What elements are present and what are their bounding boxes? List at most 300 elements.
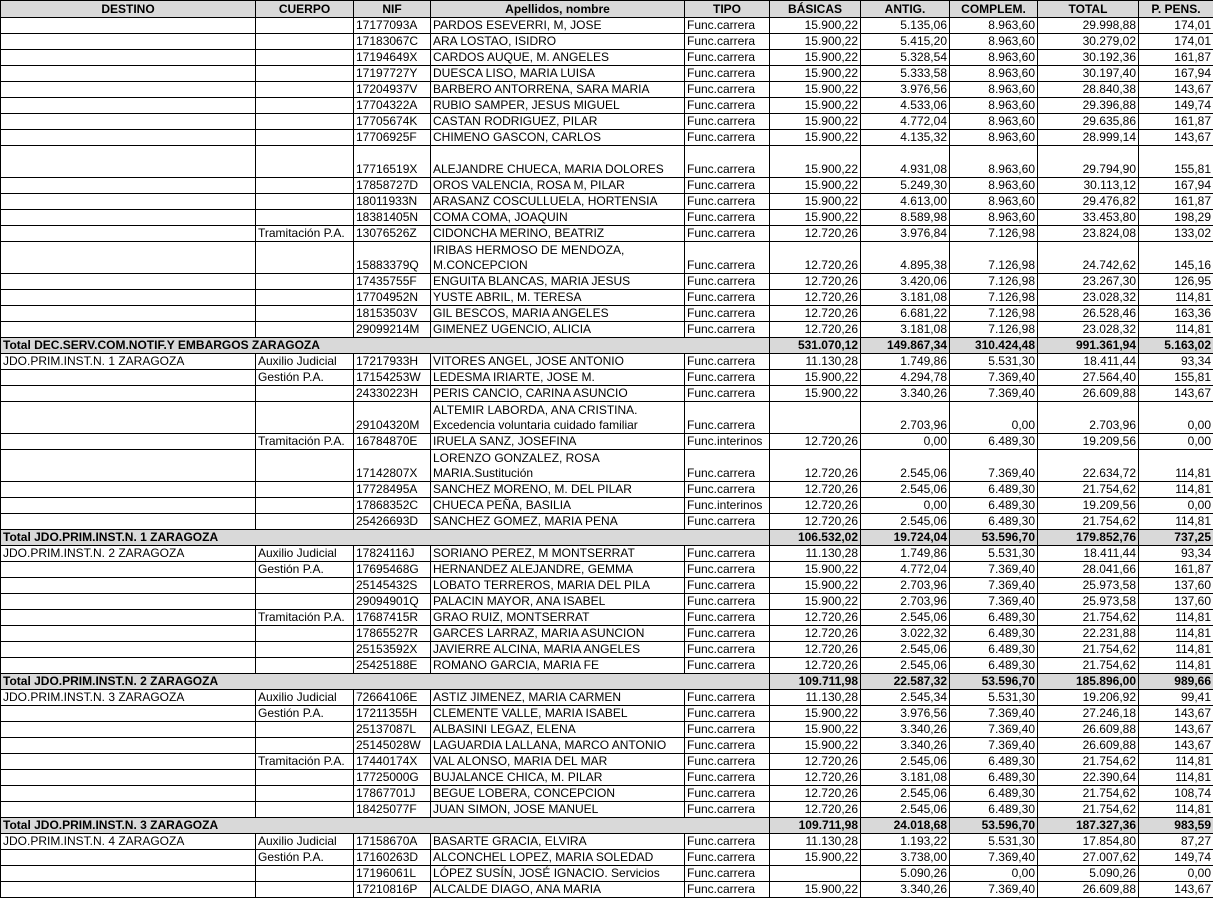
pens-cell: 0,00 bbox=[1139, 402, 1213, 434]
complem-cell: 6.489,30 bbox=[950, 610, 1038, 626]
col-header-cuerpo: CUERPO bbox=[256, 1, 354, 18]
tipo-cell: Func.carrera bbox=[685, 690, 770, 706]
basicas-cell: 12.720,26 bbox=[770, 514, 861, 530]
pens-cell: 167,94 bbox=[1139, 178, 1213, 194]
total-cell: 19.206,92 bbox=[1038, 690, 1139, 706]
table-row bbox=[1, 130, 1213, 146]
complem-cell: 6.489,30 bbox=[950, 482, 1038, 498]
basicas-cell: 12.720,26 bbox=[770, 274, 861, 290]
table-row bbox=[1, 786, 1213, 802]
antig-cell: 4.613,00 bbox=[861, 194, 950, 210]
basicas-cell: 109.711,98 bbox=[770, 674, 861, 690]
nif-cell: 17211355H bbox=[354, 706, 431, 722]
basicas-cell: 531.070,12 bbox=[770, 338, 861, 354]
tipo-cell: Func.carrera bbox=[685, 146, 770, 178]
basicas-cell: 12.720,26 bbox=[770, 770, 861, 786]
basicas-cell: 15.900,22 bbox=[770, 722, 861, 738]
tipo-cell: Func.carrera bbox=[685, 226, 770, 242]
tipo-cell: Func.carrera bbox=[685, 722, 770, 738]
antig-cell: 2.545,06 bbox=[861, 786, 950, 802]
pens-cell: 114,81 bbox=[1139, 770, 1213, 786]
complem-cell: 5.531,30 bbox=[950, 546, 1038, 562]
destino-cell bbox=[1, 482, 256, 498]
nif-cell: 17158670A bbox=[354, 834, 431, 850]
pens-cell: 737,25 bbox=[1139, 530, 1213, 546]
tipo-cell: Func.interinos bbox=[685, 498, 770, 514]
name-cell: GARCES LARRAZ, MARIA ASUNCION bbox=[431, 626, 685, 642]
destino-cell bbox=[1, 642, 256, 658]
complem-cell: 8.963,60 bbox=[950, 50, 1038, 66]
tipo-cell: Func.carrera bbox=[685, 834, 770, 850]
total-cell: 17.854,80 bbox=[1038, 834, 1139, 850]
antig-cell: 2.545,06 bbox=[861, 482, 950, 498]
cuerpo-cell bbox=[256, 722, 354, 738]
table-row bbox=[1, 434, 1213, 450]
complem-cell: 6.489,30 bbox=[950, 514, 1038, 530]
table-row bbox=[1, 498, 1213, 514]
antig-cell: 2.545,06 bbox=[861, 610, 950, 626]
cuerpo-cell bbox=[256, 658, 354, 674]
complem-cell: 7.126,98 bbox=[950, 290, 1038, 306]
total-label: Total JDO.PRIM.INST.N. 1 ZARAGOZA bbox=[1, 530, 770, 546]
complem-cell: 8.963,60 bbox=[950, 194, 1038, 210]
name-cell: ARASANZ COSCULLUELA, HORTENSIA bbox=[431, 194, 685, 210]
basicas-cell: 15.900,22 bbox=[770, 82, 861, 98]
cuerpo-cell bbox=[256, 146, 354, 178]
total-row bbox=[1, 530, 1213, 546]
col-header-basicas: BÁSICAS bbox=[770, 1, 861, 18]
pens-cell: 0,00 bbox=[1139, 498, 1213, 514]
nif-cell: 17865527R bbox=[354, 626, 431, 642]
pens-cell: 167,94 bbox=[1139, 66, 1213, 82]
nif-cell: 17177093A bbox=[354, 18, 431, 34]
pens-cell: 155,81 bbox=[1139, 370, 1213, 386]
tipo-cell: Func.carrera bbox=[685, 578, 770, 594]
table-row bbox=[1, 194, 1213, 210]
cuerpo-cell bbox=[256, 274, 354, 290]
antig-cell: 19.724,04 bbox=[861, 530, 950, 546]
name-cell: ALBASINI LEGAZ, ELENA bbox=[431, 722, 685, 738]
name-cell: LAGUARDIA LALLANA, MARCO ANTONIO bbox=[431, 738, 685, 754]
basicas-cell: 12.720,26 bbox=[770, 226, 861, 242]
pens-cell: 114,81 bbox=[1139, 802, 1213, 818]
name-cell: CLEMENTE VALLE, MARIA ISABEL bbox=[431, 706, 685, 722]
table-row bbox=[1, 594, 1213, 610]
total-cell: 21.754,62 bbox=[1038, 482, 1139, 498]
table-row bbox=[1, 562, 1213, 578]
basicas-cell: 12.720,26 bbox=[770, 498, 861, 514]
nif-cell: 29094901Q bbox=[354, 594, 431, 610]
cuerpo-cell bbox=[256, 386, 354, 402]
total-label: Total JDO.PRIM.INST.N. 3 ZARAGOZA bbox=[1, 818, 770, 834]
destino-cell bbox=[1, 754, 256, 770]
total-cell: 21.754,62 bbox=[1038, 658, 1139, 674]
complem-cell: 7.369,40 bbox=[950, 562, 1038, 578]
basicas-cell: 12.720,26 bbox=[770, 642, 861, 658]
antig-cell: 1.749,86 bbox=[861, 546, 950, 562]
tipo-cell: Func.carrera bbox=[685, 402, 770, 434]
tipo-cell: Func.carrera bbox=[685, 738, 770, 754]
basicas-cell: 11.130,28 bbox=[770, 834, 861, 850]
complem-cell: 6.489,30 bbox=[950, 642, 1038, 658]
table-row bbox=[1, 242, 1213, 274]
name-cell: OROS VALENCIA, ROSA M, PILAR bbox=[431, 178, 685, 194]
total-cell: 21.754,62 bbox=[1038, 610, 1139, 626]
complem-cell: 7.369,40 bbox=[950, 738, 1038, 754]
destino-cell bbox=[1, 194, 256, 210]
table-row bbox=[1, 354, 1213, 370]
pens-cell: 161,87 bbox=[1139, 50, 1213, 66]
destino-cell bbox=[1, 98, 256, 114]
total-cell: 29.476,82 bbox=[1038, 194, 1139, 210]
total-cell: 18.411,44 bbox=[1038, 354, 1139, 370]
tipo-cell: Func.carrera bbox=[685, 866, 770, 882]
tipo-cell: Func.carrera bbox=[685, 802, 770, 818]
antig-cell: 2.545,06 bbox=[861, 514, 950, 530]
basicas-cell: 12.720,26 bbox=[770, 610, 861, 626]
cuerpo-cell bbox=[256, 770, 354, 786]
table-row bbox=[1, 642, 1213, 658]
total-cell: 27.564,40 bbox=[1038, 370, 1139, 386]
antig-cell: 3.340,26 bbox=[861, 386, 950, 402]
name-cell: CIDONCHA MERINO, BEATRIZ bbox=[431, 226, 685, 242]
table-row bbox=[1, 770, 1213, 786]
basicas-cell: 12.720,26 bbox=[770, 802, 861, 818]
destino-cell: JDO.PRIM.INST.N. 2 ZARAGOZA bbox=[1, 546, 256, 562]
complem-cell: 6.489,30 bbox=[950, 754, 1038, 770]
table-row bbox=[1, 754, 1213, 770]
col-header-name: Apellidos, nombre bbox=[431, 1, 685, 18]
tipo-cell: Func.carrera bbox=[685, 546, 770, 562]
pens-cell: 163,36 bbox=[1139, 306, 1213, 322]
nif-cell: 17160263D bbox=[354, 850, 431, 866]
basicas-cell: 11.130,28 bbox=[770, 546, 861, 562]
basicas-cell bbox=[770, 866, 861, 882]
antig-cell: 2.703,96 bbox=[861, 402, 950, 434]
nif-cell: 24330223H bbox=[354, 386, 431, 402]
cuerpo-cell bbox=[256, 306, 354, 322]
tipo-cell: Func.carrera bbox=[685, 322, 770, 338]
complem-cell: 8.963,60 bbox=[950, 178, 1038, 194]
total-cell: 21.754,62 bbox=[1038, 754, 1139, 770]
pens-cell: 0,00 bbox=[1139, 434, 1213, 450]
total-cell: 28.840,38 bbox=[1038, 82, 1139, 98]
tipo-cell: Func.carrera bbox=[685, 786, 770, 802]
complem-cell: 53.596,70 bbox=[950, 818, 1038, 834]
complem-cell: 7.126,98 bbox=[950, 226, 1038, 242]
cuerpo-cell bbox=[256, 242, 354, 274]
nif-cell: 17154253W bbox=[354, 370, 431, 386]
complem-cell: 7.369,40 bbox=[950, 722, 1038, 738]
cuerpo-cell bbox=[256, 290, 354, 306]
antig-cell: 22.587,32 bbox=[861, 674, 950, 690]
basicas-cell: 12.720,26 bbox=[770, 322, 861, 338]
total-cell: 28.999,14 bbox=[1038, 130, 1139, 146]
complem-cell: 7.369,40 bbox=[950, 850, 1038, 866]
total-cell: 29.794,90 bbox=[1038, 146, 1139, 178]
destino-cell bbox=[1, 34, 256, 50]
basicas-cell: 15.900,22 bbox=[770, 178, 861, 194]
antig-cell: 149.867,34 bbox=[861, 338, 950, 354]
cuerpo-cell bbox=[256, 194, 354, 210]
table-row bbox=[1, 402, 1213, 434]
basicas-cell: 15.900,22 bbox=[770, 130, 861, 146]
nif-cell: 17824116J bbox=[354, 546, 431, 562]
pens-cell: 137,60 bbox=[1139, 594, 1213, 610]
destino-cell bbox=[1, 242, 256, 274]
cuerpo-cell: Gestión P.A. bbox=[256, 706, 354, 722]
basicas-cell: 11.130,28 bbox=[770, 690, 861, 706]
complem-cell: 53.596,70 bbox=[950, 530, 1038, 546]
total-cell: 26.609,88 bbox=[1038, 882, 1139, 898]
basicas-cell: 12.720,26 bbox=[770, 306, 861, 322]
destino-cell bbox=[1, 626, 256, 642]
col-header-destino: DESTINO bbox=[1, 1, 256, 18]
pens-cell: 137,60 bbox=[1139, 578, 1213, 594]
basicas-cell: 12.720,26 bbox=[770, 434, 861, 450]
tipo-cell: Func.carrera bbox=[685, 626, 770, 642]
basicas-cell: 15.900,22 bbox=[770, 18, 861, 34]
table-row bbox=[1, 722, 1213, 738]
nif-cell: 18425077F bbox=[354, 802, 431, 818]
tipo-cell: Func.carrera bbox=[685, 194, 770, 210]
table-body bbox=[1, 18, 1213, 898]
tipo-cell: Func.carrera bbox=[685, 386, 770, 402]
pens-cell: 126,95 bbox=[1139, 274, 1213, 290]
name-cell: LÓPEZ SUSÍN, JOSÉ IGNACIO. Servicios bbox=[431, 866, 685, 882]
cuerpo-cell bbox=[256, 18, 354, 34]
pens-cell: 174,01 bbox=[1139, 34, 1213, 50]
antig-cell: 2.545,06 bbox=[861, 450, 950, 482]
name-cell: GIL BESCOS, MARIA ANGELES bbox=[431, 306, 685, 322]
name-cell: CHIMENO GASCON, CARLOS bbox=[431, 130, 685, 146]
table-row bbox=[1, 306, 1213, 322]
total-cell: 21.754,62 bbox=[1038, 642, 1139, 658]
pens-cell: 114,81 bbox=[1139, 658, 1213, 674]
table-row bbox=[1, 322, 1213, 338]
table-row bbox=[1, 178, 1213, 194]
cuerpo-cell bbox=[256, 626, 354, 642]
antig-cell: 4.895,38 bbox=[861, 242, 950, 274]
antig-cell: 4.772,04 bbox=[861, 114, 950, 130]
pens-cell: 93,34 bbox=[1139, 546, 1213, 562]
nif-cell: 17197727Y bbox=[354, 66, 431, 82]
total-label: Total JDO.PRIM.INST.N. 2 ZARAGOZA bbox=[1, 674, 770, 690]
tipo-cell: Func.carrera bbox=[685, 562, 770, 578]
pens-cell: 143,67 bbox=[1139, 130, 1213, 146]
antig-cell: 2.545,06 bbox=[861, 642, 950, 658]
antig-cell: 4.135,32 bbox=[861, 130, 950, 146]
tipo-cell: Func.carrera bbox=[685, 770, 770, 786]
tipo-cell: Func.carrera bbox=[685, 178, 770, 194]
tipo-cell: Func.carrera bbox=[685, 658, 770, 674]
nif-cell: 25145028W bbox=[354, 738, 431, 754]
name-cell: CARDOS AUQUE, M. ANGELES bbox=[431, 50, 685, 66]
antig-cell: 2.545,06 bbox=[861, 802, 950, 818]
tipo-cell: Func.carrera bbox=[685, 514, 770, 530]
total-cell: 23.028,32 bbox=[1038, 290, 1139, 306]
name-cell: BUJALANCE CHICA, M. PILAR bbox=[431, 770, 685, 786]
destino-cell bbox=[1, 658, 256, 674]
cuerpo-cell: Tramitación P.A. bbox=[256, 754, 354, 770]
pens-cell: 161,87 bbox=[1139, 562, 1213, 578]
total-cell: 2.703,96 bbox=[1038, 402, 1139, 434]
pens-cell: 114,81 bbox=[1139, 322, 1213, 338]
nif-cell: 25137087L bbox=[354, 722, 431, 738]
name-cell: HERNANDEZ ALEJANDRE, GEMMA bbox=[431, 562, 685, 578]
complem-cell: 53.596,70 bbox=[950, 674, 1038, 690]
table-row bbox=[1, 146, 1213, 178]
tipo-cell: Func.carrera bbox=[685, 594, 770, 610]
table-row bbox=[1, 450, 1213, 482]
total-cell: 33.453,80 bbox=[1038, 210, 1139, 226]
complem-cell: 8.963,60 bbox=[950, 34, 1038, 50]
basicas-cell: 15.900,22 bbox=[770, 578, 861, 594]
destino-cell bbox=[1, 578, 256, 594]
name-cell: BEGUE LOBERA, CONCEPCION bbox=[431, 786, 685, 802]
basicas-cell bbox=[770, 402, 861, 434]
complem-cell: 6.489,30 bbox=[950, 802, 1038, 818]
complem-cell: 7.369,40 bbox=[950, 450, 1038, 482]
antig-cell: 3.420,06 bbox=[861, 274, 950, 290]
tipo-cell: Func.carrera bbox=[685, 66, 770, 82]
tipo-cell: Func.carrera bbox=[685, 130, 770, 146]
complem-cell: 7.126,98 bbox=[950, 274, 1038, 290]
cuerpo-cell: Gestión P.A. bbox=[256, 850, 354, 866]
destino-cell bbox=[1, 594, 256, 610]
cuerpo-cell: Auxilio Judicial bbox=[256, 354, 354, 370]
basicas-cell: 15.900,22 bbox=[770, 738, 861, 754]
destino-cell bbox=[1, 866, 256, 882]
antig-cell: 1.749,86 bbox=[861, 354, 950, 370]
pens-cell: 114,81 bbox=[1139, 482, 1213, 498]
pens-cell: 133,02 bbox=[1139, 226, 1213, 242]
total-cell: 23.824,08 bbox=[1038, 226, 1139, 242]
nif-cell: 18153503V bbox=[354, 306, 431, 322]
basicas-cell: 15.900,22 bbox=[770, 850, 861, 866]
pens-cell: 143,67 bbox=[1139, 82, 1213, 98]
destino-cell bbox=[1, 402, 256, 434]
total-cell: 21.754,62 bbox=[1038, 802, 1139, 818]
name-cell: PALACIN MAYOR, ANA ISABEL bbox=[431, 594, 685, 610]
total-cell: 21.754,62 bbox=[1038, 786, 1139, 802]
total-cell: 25.973,58 bbox=[1038, 578, 1139, 594]
antig-cell: 5.415,20 bbox=[861, 34, 950, 50]
name-cell: PARDOS ESEVERRI, M, JOSE bbox=[431, 18, 685, 34]
antig-cell: 3.022,32 bbox=[861, 626, 950, 642]
pens-cell: 155,81 bbox=[1139, 146, 1213, 178]
cuerpo-cell bbox=[256, 482, 354, 498]
destino-cell bbox=[1, 610, 256, 626]
destino-cell: JDO.PRIM.INST.N. 1 ZARAGOZA bbox=[1, 354, 256, 370]
tipo-cell: Func.carrera bbox=[685, 210, 770, 226]
destino-cell bbox=[1, 290, 256, 306]
col-header-complem: COMPLEM. bbox=[950, 1, 1038, 18]
total-cell: 26.609,88 bbox=[1038, 738, 1139, 754]
total-cell: 26.609,88 bbox=[1038, 386, 1139, 402]
basicas-cell: 15.900,22 bbox=[770, 882, 861, 898]
table-row bbox=[1, 114, 1213, 130]
complem-cell: 6.489,30 bbox=[950, 498, 1038, 514]
destino-cell bbox=[1, 322, 256, 338]
antig-cell: 4.294,78 bbox=[861, 370, 950, 386]
table-row bbox=[1, 514, 1213, 530]
antig-cell: 1.193,22 bbox=[861, 834, 950, 850]
complem-cell: 6.489,30 bbox=[950, 786, 1038, 802]
basicas-cell: 15.900,22 bbox=[770, 34, 861, 50]
destino-cell bbox=[1, 370, 256, 386]
table-row bbox=[1, 226, 1213, 242]
cuerpo-cell bbox=[256, 34, 354, 50]
cuerpo-cell: Gestión P.A. bbox=[256, 370, 354, 386]
complem-cell: 7.369,40 bbox=[950, 386, 1038, 402]
complem-cell: 8.963,60 bbox=[950, 98, 1038, 114]
total-cell: 30.113,12 bbox=[1038, 178, 1139, 194]
total-cell: 29.998,88 bbox=[1038, 18, 1139, 34]
name-cell: DUESCA LISO, MARIA LUISA bbox=[431, 66, 685, 82]
total-cell: 187.327,36 bbox=[1038, 818, 1139, 834]
cuerpo-cell bbox=[256, 98, 354, 114]
table-row bbox=[1, 98, 1213, 114]
col-header-tipo: TIPO bbox=[685, 1, 770, 18]
tipo-cell: Func.carrera bbox=[685, 850, 770, 866]
cuerpo-cell bbox=[256, 114, 354, 130]
tipo-cell: Func.carrera bbox=[685, 82, 770, 98]
tipo-cell: Func.carrera bbox=[685, 354, 770, 370]
tipo-cell: Func.carrera bbox=[685, 642, 770, 658]
nif-cell: 17695468G bbox=[354, 562, 431, 578]
total-cell: 28.041,66 bbox=[1038, 562, 1139, 578]
cuerpo-cell: Auxilio Judicial bbox=[256, 690, 354, 706]
name-cell: COMA COMA, JOAQUIN bbox=[431, 210, 685, 226]
pens-cell: 0,00 bbox=[1139, 866, 1213, 882]
destino-cell bbox=[1, 18, 256, 34]
destino-cell: JDO.PRIM.INST.N. 3 ZARAGOZA bbox=[1, 690, 256, 706]
total-row bbox=[1, 818, 1213, 834]
nif-cell: 17868352C bbox=[354, 498, 431, 514]
antig-cell: 3.340,26 bbox=[861, 882, 950, 898]
complem-cell: 8.963,60 bbox=[950, 146, 1038, 178]
destino-cell bbox=[1, 386, 256, 402]
table-row bbox=[1, 626, 1213, 642]
basicas-cell: 12.720,26 bbox=[770, 754, 861, 770]
total-cell: 22.390,64 bbox=[1038, 770, 1139, 786]
basicas-cell: 109.711,98 bbox=[770, 818, 861, 834]
tipo-cell: Func.carrera bbox=[685, 450, 770, 482]
pens-cell: 114,81 bbox=[1139, 514, 1213, 530]
name-cell: VITORES ANGEL, JOSE ANTONIO bbox=[431, 354, 685, 370]
nif-cell: 17725000G bbox=[354, 770, 431, 786]
antig-cell: 6.681,22 bbox=[861, 306, 950, 322]
nif-cell: 17705674K bbox=[354, 114, 431, 130]
cuerpo-cell bbox=[256, 66, 354, 82]
destino-cell bbox=[1, 114, 256, 130]
table-row bbox=[1, 706, 1213, 722]
complem-cell: 7.369,40 bbox=[950, 594, 1038, 610]
pens-cell: 143,67 bbox=[1139, 386, 1213, 402]
tipo-cell: Func.carrera bbox=[685, 242, 770, 274]
table-row bbox=[1, 658, 1213, 674]
pens-cell: 114,81 bbox=[1139, 290, 1213, 306]
destino-cell bbox=[1, 178, 256, 194]
nif-cell: 25145432S bbox=[354, 578, 431, 594]
basicas-cell: 12.720,26 bbox=[770, 482, 861, 498]
antig-cell: 24.018,68 bbox=[861, 818, 950, 834]
name-cell: LORENZO GONZALEZ, ROSA MARIA.Sustitución bbox=[431, 450, 685, 482]
basicas-cell: 15.900,22 bbox=[770, 114, 861, 130]
tipo-cell: Func.carrera bbox=[685, 610, 770, 626]
name-cell: IRIBAS HERMOSO DE MENDOZA, M.CONCEPCION bbox=[431, 242, 685, 274]
